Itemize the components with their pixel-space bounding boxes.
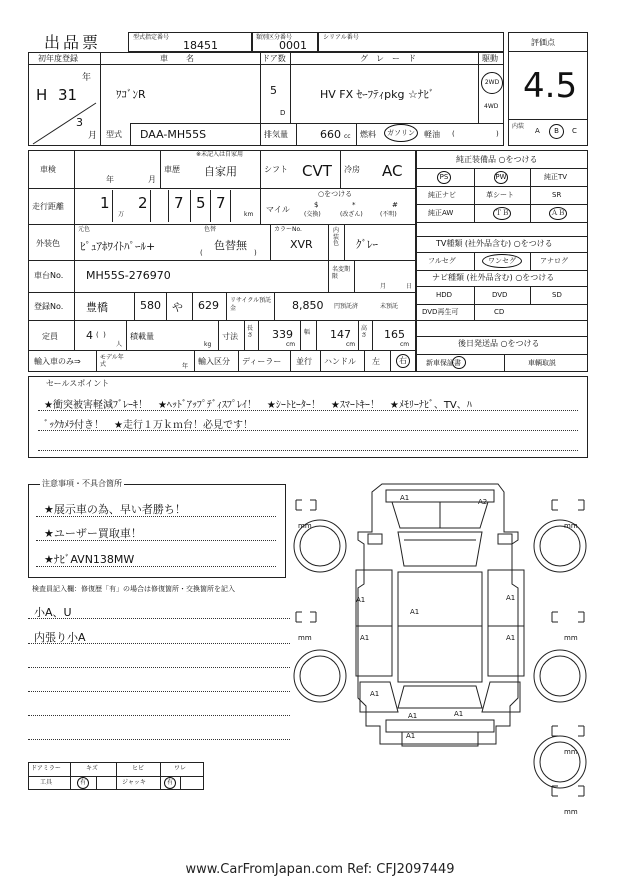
damage-mark: A1 [454, 710, 464, 718]
drive-label: 駆動 [482, 54, 498, 63]
later-shipment-label: 後日発送品 ○をつける [458, 339, 540, 348]
length-label: 長さ [247, 325, 254, 340]
legend-tools: 工具 [40, 779, 53, 786]
exterior-color-label: 外装色 [36, 239, 60, 248]
damage-mark: A1 [356, 596, 366, 604]
month-value: 3 [76, 116, 83, 129]
steering-left: 左 [372, 357, 380, 366]
registration-kana: や [172, 301, 183, 314]
inspector-note: 小A、U [34, 606, 72, 619]
legend-crack: ヒビ [132, 765, 145, 772]
name-change-day-unit: 日 [406, 283, 413, 290]
mileage-circle-note: ○をつける [318, 190, 353, 198]
damage-mark: A1 [506, 634, 516, 642]
serial-number-box [318, 32, 504, 52]
navi-dvd-playback: DVD再生可 [422, 308, 459, 316]
car-damage-diagram [290, 476, 590, 816]
sales-points-label: セールスポイント [46, 379, 110, 388]
usage-value: 自家用 [204, 165, 237, 178]
model-year-unit: 年 [182, 363, 189, 370]
tv-oneseg-circled: ワンセグ [482, 254, 522, 268]
tread-mm-label: mm [564, 522, 578, 530]
tread-mm-label: mm [298, 522, 312, 530]
tv-fullseg: フルセグ [428, 257, 456, 265]
tv-analog: アナログ [540, 257, 568, 265]
height-cm-unit: cm [400, 341, 410, 348]
tread-mm-label: mm [298, 634, 312, 642]
mileage-exchanged: (交換) [304, 211, 321, 218]
interior-b-circled: B [549, 124, 564, 139]
mileage-digit: 5 [196, 194, 206, 212]
import-only-label: 輸入車のみ⇒ [34, 357, 81, 366]
shift-label: シフト [264, 165, 288, 174]
tire-front-right [534, 520, 586, 572]
era-value: H [36, 86, 48, 104]
later-manual: 車輌取説 [528, 359, 556, 367]
score-box [508, 32, 588, 146]
color-number-value: XVR [290, 238, 313, 251]
mileage-digit: 1 [100, 194, 110, 212]
tire-spare [534, 736, 586, 788]
car-body-outline [358, 484, 518, 744]
equip-aw: 純正AW [428, 209, 454, 217]
capacity-unit: 人 [116, 341, 123, 348]
damage-mark: A1 [370, 690, 380, 698]
grade-value: HV FX ｾｰﾌﾃｨpkg ☆ﾅﾋﾞ [320, 88, 435, 101]
displacement-value: 660 [320, 128, 341, 141]
year-value: 31 [58, 86, 78, 104]
navi-cd: CD [494, 308, 505, 316]
mileage-tampered: (改ざん) [340, 211, 363, 218]
navi-dvd: DVD [492, 291, 508, 299]
inspection-year-unit: 年 [106, 175, 114, 184]
door-type: D [280, 109, 286, 117]
mileage-man-unit: 万 [118, 211, 125, 218]
drive-4wd: 4WD [484, 103, 499, 110]
damage-mark: A2 [478, 498, 488, 506]
legend-jack-yes-circled: 有 [164, 777, 176, 789]
equipment-label: 純正装備品 ○をつける [456, 155, 538, 164]
year-unit: 年 [82, 73, 92, 83]
width-label: 幅 [304, 329, 311, 336]
cc-unit: cc [344, 133, 351, 140]
recycle-deposit-value: 8,850 [292, 299, 324, 312]
damage-mark: A1 [400, 494, 410, 502]
name-change-month-unit: 月 [380, 283, 387, 290]
equip-sr: SR [552, 191, 562, 199]
equip-ps-circled: PS [437, 171, 451, 184]
km-unit: km [244, 211, 254, 218]
mileage-hash: # [392, 201, 398, 209]
length-cm-unit: cm [286, 341, 296, 348]
mileage-asterisk: * [352, 201, 356, 209]
class-number-label: 類別区分番号 [256, 34, 293, 41]
damage-mark: A1 [360, 634, 370, 642]
interior-color-value: ｸﾞﾚｰ [356, 238, 378, 251]
tread-mm-label: mm [564, 634, 578, 642]
fuel-diesel: 軽油 [424, 130, 440, 139]
model-year-label: モデル年式 [100, 354, 124, 369]
later-warranty: 新車保証書 [426, 359, 461, 367]
warranty-circle-mark [452, 356, 466, 369]
car-name-value: ﾜｺﾞﾝR [116, 88, 146, 101]
width-value: 147 [330, 328, 351, 341]
inspection-label: 車検 [40, 165, 56, 174]
usage-label: 車歴 [164, 165, 180, 174]
interior-c: C [572, 127, 577, 135]
damage-mark: A1 [408, 712, 418, 720]
first-registration-label: 初年度登録 [38, 54, 78, 63]
notes-line: ★ﾅﾋﾞAVN138MW [44, 553, 135, 566]
inspector-label: 検査員記入欄：修復歴「有」の場合は修復箇所・交換箇所を記入 [32, 585, 235, 593]
capacity-value: 4 [86, 329, 93, 342]
grade-label: グレード [360, 54, 424, 63]
displacement-label: 排気量 [264, 130, 288, 139]
damage-mark: A1 [406, 732, 416, 740]
import-dealer: ディーラー [242, 357, 282, 366]
ac-label: 冷房 [344, 165, 360, 174]
registration-number: 629 [198, 299, 219, 312]
inspection-month-unit: 月 [148, 175, 156, 184]
drive-2wd-circled: 2WD [481, 72, 503, 94]
damage-marks [356, 494, 515, 740]
mileage-digit: 7 [216, 194, 226, 212]
notes-label: 注意事項・不具合箇所 [42, 479, 122, 488]
fuel-label: 燃料 [360, 130, 376, 139]
equip-leather: 革シート [486, 191, 514, 199]
sheet-title: 出品票 [44, 33, 102, 52]
equip-tv: 純正TV [544, 173, 568, 181]
type-number-box [128, 32, 252, 52]
sales-point-line: ﾞｯｸｶﾒﾗ付き！ ★走行１万ｋｍ台！必見です！ [44, 420, 253, 431]
model-value: DAA-MH55S [140, 128, 207, 141]
equip-ab-circled: ＡＢ [549, 207, 567, 220]
interior-a: A [535, 127, 540, 135]
model-label: 型式 [106, 130, 122, 139]
score-label: 評価点 [531, 38, 555, 47]
chassis-label: 車台No. [34, 271, 64, 280]
navi-hdd: HDD [436, 291, 453, 299]
type-number-label: 型式指定番号 [133, 34, 170, 41]
tv-type-label: TV種類 (社外品含む) ○をつける [436, 239, 553, 248]
equip-navi: 純正ナビ [428, 191, 456, 199]
original-color-value: ﾋﾟｭｱﾎﾜｲﾄﾊﾟｰﾙ+ [80, 240, 156, 253]
fuel-gasoline-circled: ガソリン [384, 124, 418, 142]
damage-mark: A1 [410, 608, 420, 616]
mile-label: マイル [266, 205, 290, 214]
capacity-label: 定員 [42, 332, 58, 341]
tread-mm-label: mm [564, 748, 578, 756]
shift-value: CVT [302, 162, 332, 180]
mileage-unknown: (不明) [380, 211, 397, 218]
registration-area: 豊橋 [86, 301, 108, 314]
length-value: 339 [272, 328, 293, 341]
tire-rear-right [534, 650, 586, 702]
steering-label: ハンドル [324, 357, 356, 366]
doors-label: ドア数 [262, 54, 286, 63]
doors-value: 5 [270, 84, 277, 97]
car-name-label: 車名 [160, 54, 212, 63]
ac-value: AC [382, 162, 403, 180]
type-number-value: 18451 [183, 39, 218, 52]
navi-type-label: ナビ種類 (社外品含む) ○をつける [432, 273, 555, 282]
registration-label: 登録No. [34, 302, 64, 311]
recycle-not-deposited: 未預託 [380, 303, 399, 310]
recycle-deposit-label: リサイクル預託金 [230, 297, 272, 312]
tread-mm-label: mm [564, 808, 578, 816]
width-cm-unit: cm [346, 341, 356, 348]
height-label: 高さ [361, 325, 368, 340]
repaint-value: 色替無 [214, 239, 247, 252]
legend-break: ワレ [174, 765, 187, 772]
mileage-digit: 7 [174, 194, 184, 212]
tire-rear-left [294, 650, 346, 702]
serial-number-label: シリアル番号 [323, 34, 359, 41]
navi-sd: SD [552, 291, 562, 299]
notes-line: ★展示車の為、早い者勝ち！ [44, 503, 186, 516]
import-class-label: 輸入区分 [198, 357, 230, 366]
equip-tb-circled: ＴＢ [493, 207, 511, 220]
recycle-deposited: 円預託済 [334, 303, 359, 310]
dimensions-label: 寸法 [222, 332, 238, 341]
legend-tools-yes-circled: 有 [77, 777, 89, 789]
notes-line: ★ユーザー買取車！ [44, 527, 142, 540]
registration-class: 580 [140, 299, 161, 312]
height-value: 165 [384, 328, 405, 341]
repaint-label: 色替 [204, 226, 217, 233]
class-number-value: 0001 [279, 39, 307, 52]
interior-color-label: 内装色 [333, 227, 340, 248]
sales-point-line: ★衝突被害軽減ﾌﾞﾚｰｷ！ ★ﾍｯﾄﾞｱｯﾌﾟﾃﾞｨｽﾌﾟﾚｲ！ ★ｼｰﾄﾋｰﾀｰ！ ★ｽﾏｰﾄｷｰ！ ★ﾒﾓﾘｰﾅﾋﾞ、TV、ﾊ [44, 400, 472, 411]
footer-reference: www.CarFromJapan.com Ref: CFJ2097449 [185, 862, 455, 877]
inspector-note: 内張り小A [34, 631, 86, 644]
equip-pw-circled: PW [494, 171, 508, 184]
load-capacity-label: 積載量 [130, 332, 154, 341]
mileage-digit: 2 [138, 194, 148, 212]
score-value: 4.5 [523, 66, 578, 106]
month-unit: 月 [88, 131, 98, 141]
kg-unit: kg [204, 341, 212, 348]
class-number-box [252, 32, 318, 52]
color-number-label: カラーNo. [274, 226, 302, 233]
interior-label: 内装 [512, 123, 525, 130]
legend-mirror: ドアミラー [31, 765, 61, 772]
chassis-value: MH55S-276970 [86, 269, 171, 282]
steering-right-circled: 右 [396, 354, 410, 368]
mileage-label: 走行距離 [32, 202, 64, 211]
import-parallel: 並行 [296, 357, 312, 366]
legend-jack: ジャッキ [122, 779, 146, 786]
legend-scratch: キズ [86, 765, 98, 772]
damage-mark: A1 [506, 594, 516, 602]
name-change-deadline-label: 名変期限 [332, 266, 351, 281]
original-color-label: 元色 [78, 226, 91, 233]
mileage-dollar: $ [314, 201, 319, 209]
usage-note: ※未記入は自家用 [196, 151, 244, 158]
